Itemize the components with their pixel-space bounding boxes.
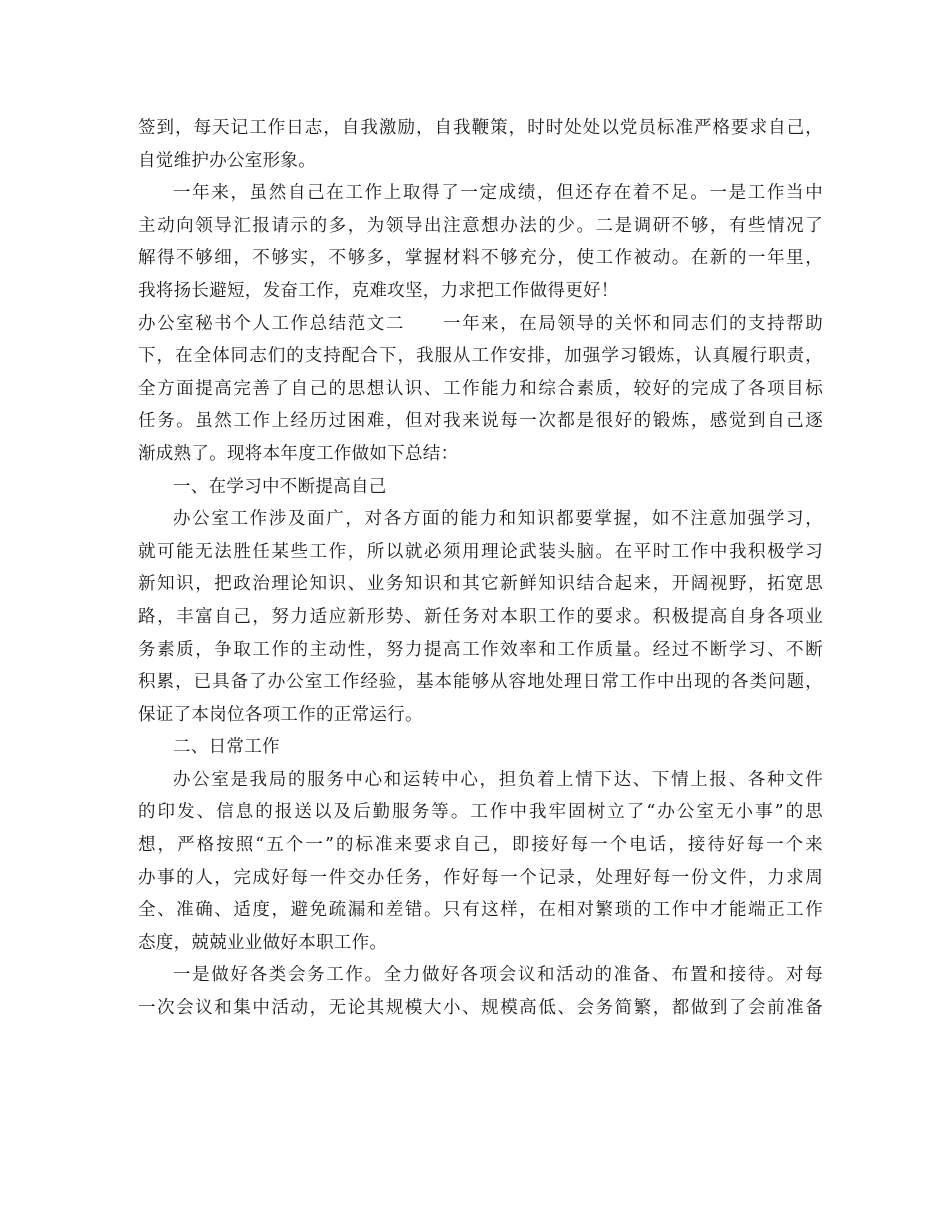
section-heading: 二、日常工作 xyxy=(173,737,280,758)
section-heading-line: 办公室秘书个人工作总结范文二 一年来，在局领导的关怀和同志们的支持帮助 xyxy=(138,313,823,334)
text-line: 积累，已具备了办公室工作经验，基本能够从容地处理日常工作中出现的各类问题， xyxy=(138,672,823,693)
text-line: 一年来，虽然自己在工作上取得了一定成绩，但还存在着不足。一是工作当中 xyxy=(173,183,823,204)
text-line: 任务。虽然工作上经历过困难，但对我来说每一次都是很好的锻炼，感觉到自己逐 xyxy=(138,411,823,432)
text-line: 态度，兢兢业业做好本职工作。 xyxy=(138,932,388,953)
text-line: 自觉维护办公室形象。 xyxy=(138,150,316,171)
text-line: 办公室工作涉及面广，对各方面的能力和知识都要掌握，如不注意加强学习， xyxy=(173,509,823,530)
document-body xyxy=(138,112,823,1025)
text-line: 一次会议和集中活动，无论其规模大小、规模高低、会务简繁，都做到了会前准备 xyxy=(138,998,823,1019)
text-line: 渐成熟了。现将本年度工作做如下总结： xyxy=(138,443,459,464)
text-line: 解得不够细，不够实，不够多，掌握材料不够充分，使工作被动。在新的一年里， xyxy=(138,248,823,269)
text-line: 全、准确、适度，避免疏漏和差错。只有这样，在相对繁琐的工作中才能端正工作 xyxy=(138,900,823,921)
text-line: 保证了本岗位各项工作的正常运行。 xyxy=(138,704,423,725)
text-line: 主动向领导汇报请示的多，为领导出注意想办法的少。二是调研不够，有些情况了 xyxy=(138,215,823,236)
text-line: 下，在全体同志们的支持配合下，我服从工作安排，加强学习锻炼，认真履行职责， xyxy=(138,346,823,367)
text-line: 就可能无法胜任某些工作，所以就必须用理论武装头脑。在平时工作中我积极学习 xyxy=(138,541,823,562)
text-line: 路，丰富自己，努力适应新形势、新任务对本职工作的要求。积极提高自身各项业 xyxy=(138,606,823,627)
text-line: 务素质，争取工作的主动性，努力提高工作效率和工作质量。经过不断学习、不断 xyxy=(138,639,823,660)
section-heading: 一、在学习中不断提高自己 xyxy=(173,476,387,497)
text-line: 一是做好各类会务工作。全力做好各项会议和活动的准备、布置和接待。对每 xyxy=(173,965,823,986)
text-line: 签到，每天记工作日志，自我激励，自我鞭策，时时处处以党员标准严格要求自己， xyxy=(138,118,823,138)
text-line: 新知识，把政治理论知识、业务知识和其它新鲜知识结合起来，开阔视野，拓宽思 xyxy=(138,574,823,595)
text-line: 我将扬长避短，发奋工作，克难攻坚，力求把工作做得更好！ xyxy=(138,280,619,301)
text-line: 办公室是我局的服务中心和运转中心，担负着上情下达、下情上报、各种文件 xyxy=(173,769,823,790)
text-line: 的印发、信息的报送以及后勤服务等。工作中我牢固树立了“办公室无小事”的思 xyxy=(138,802,823,823)
text-line: 办事的人，完成好每一件交办任务，作好每一个记录，处理好每一份文件，力求周 xyxy=(138,867,823,888)
text-line: 全方面提高完善了自己的思想认识、工作能力和综合素质，较好的完成了各项目标 xyxy=(138,378,823,399)
text-line: 想，严格按照“五个一”的标准来要求自己，即接好每一个电话，接待好每一个来 xyxy=(138,835,823,856)
